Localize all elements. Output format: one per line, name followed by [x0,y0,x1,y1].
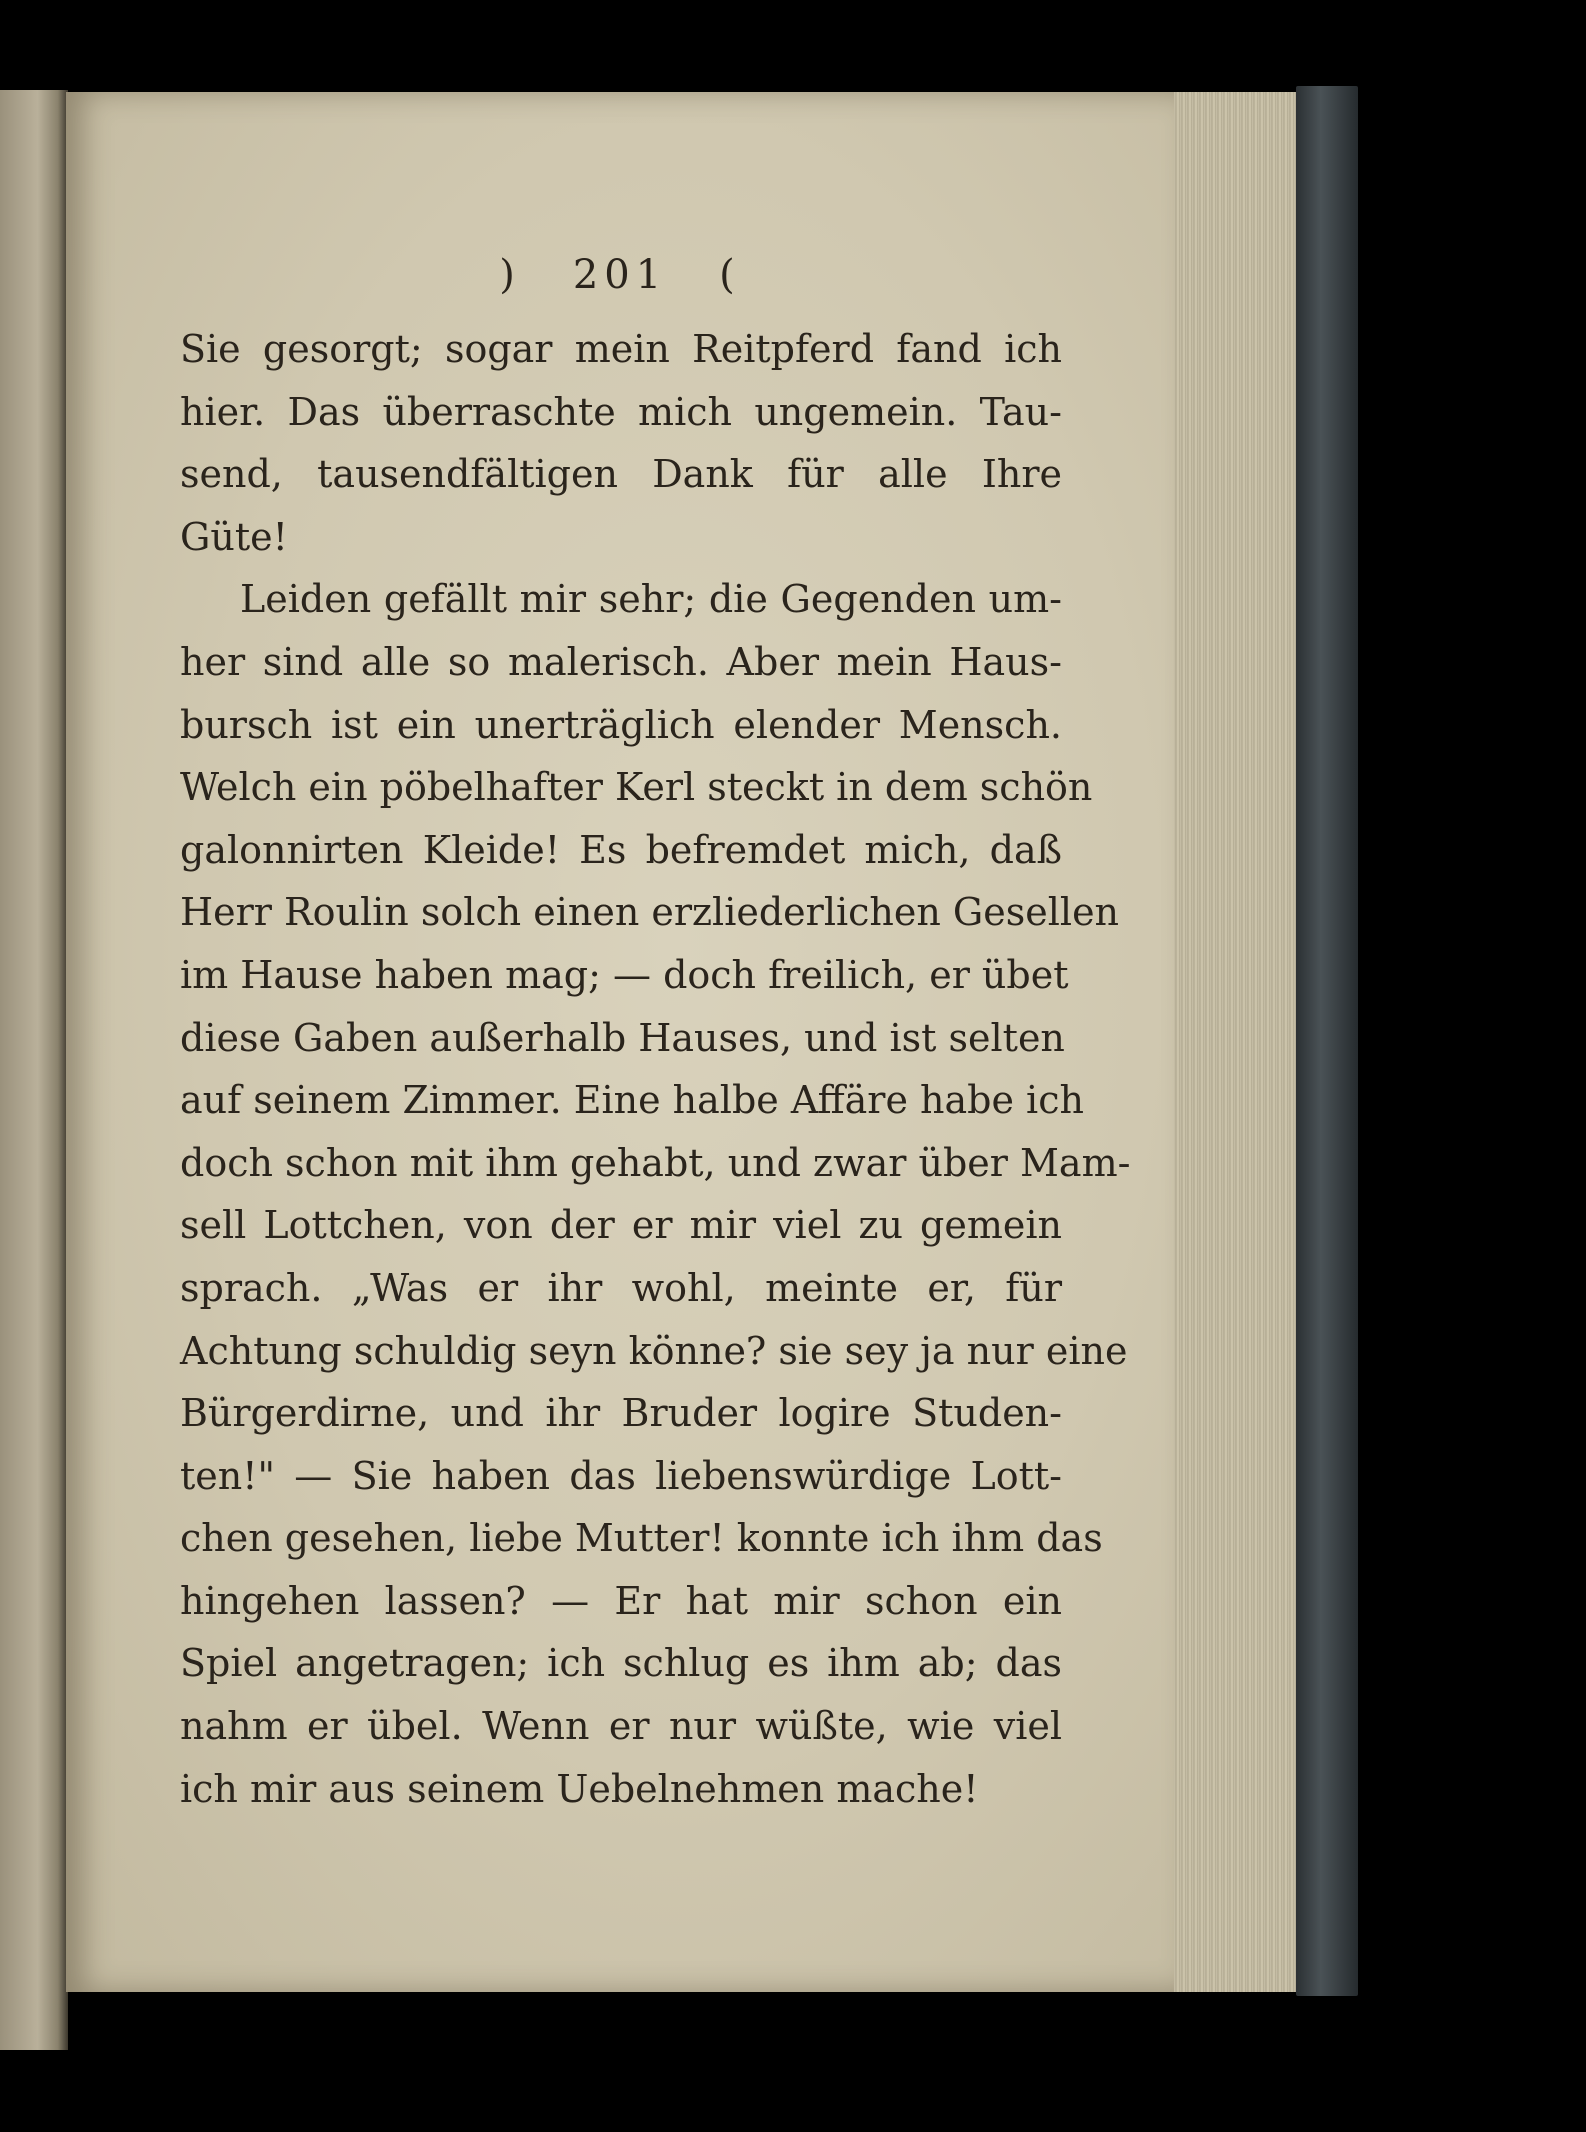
text-line: Herr Roulin solch einen erzliederlichen Gesellen [180,890,1120,935]
book-page [66,92,1174,1992]
book-cover-board [1296,86,1358,1996]
text-line: auf seinem Zimmer. Eine halbe Affäre habe ich [180,1078,1084,1123]
text-line: send, tausendfältigen Dank für alle Ihre [180,452,1062,497]
text-line: Bürgerdirne, und ihr Bruder logire Studen- [180,1391,1062,1436]
page-number: 201 [572,252,668,298]
text-line: bursch ist ein unerträglich elender Mensch. [180,702,1062,747]
text-line: sprach. „Was er ihr wohl, meinte er, für [180,1265,1062,1310]
text-line: galonnirten Kleide! Es befremdet mich, daß [180,827,1062,872]
text-line: her sind alle so malerisch. Aber mein Haus- [180,639,1062,684]
text-line: diese Gaben außerhalb Hauses, und ist selten [180,1015,1065,1060]
text-line: ich mir aus seinem Uebelnehmen mache! [180,1766,979,1811]
body-text [180,318,1131,1820]
running-head-left-mark: ) [499,252,521,298]
text-line: Achtung schuldig seyn könne? sie sey ja nur eine [180,1328,1128,1373]
text-line: Welch ein pöbelhafter Kerl steckt in dem schön [180,765,1093,810]
text-line: ten!" — Sie haben das liebenswürdige Lott- [180,1453,1062,1498]
text-line: Leiden gefällt mir sehr; die Gegenden um- [240,577,1062,622]
text-line: doch schon mit ihm gehabt, und zwar über Mam- [180,1140,1131,1185]
running-head [66,252,1174,298]
text-line: Sie gesorgt; sogar mein Reitpferd fand ich [180,327,1062,371]
text-line: hingehen lassen? — Er hat mir schon ein [180,1578,1062,1623]
text-line: Güte! [180,514,288,559]
text-line: im Hause haben mag; — doch freilich, er übet [180,952,1069,997]
facing-page-edge [0,90,68,2050]
text-line: nahm er übel. Wenn er nur wüßte, wie viel [180,1704,1062,1749]
running-head-right-mark: ( [719,252,741,298]
text-line: hier. Das überraschte mich ungemein. Tau- [180,389,1062,434]
text-line: sell Lottchen, von der er mir viel zu gemein [180,1203,1062,1248]
text-line: chen gesehen, liebe Mutter! konnte ich ihm das [180,1516,1103,1561]
text-line: Spiel angetragen; ich schlug es ihm ab; das [180,1641,1062,1686]
fore-edge-pages [1168,92,1300,1992]
